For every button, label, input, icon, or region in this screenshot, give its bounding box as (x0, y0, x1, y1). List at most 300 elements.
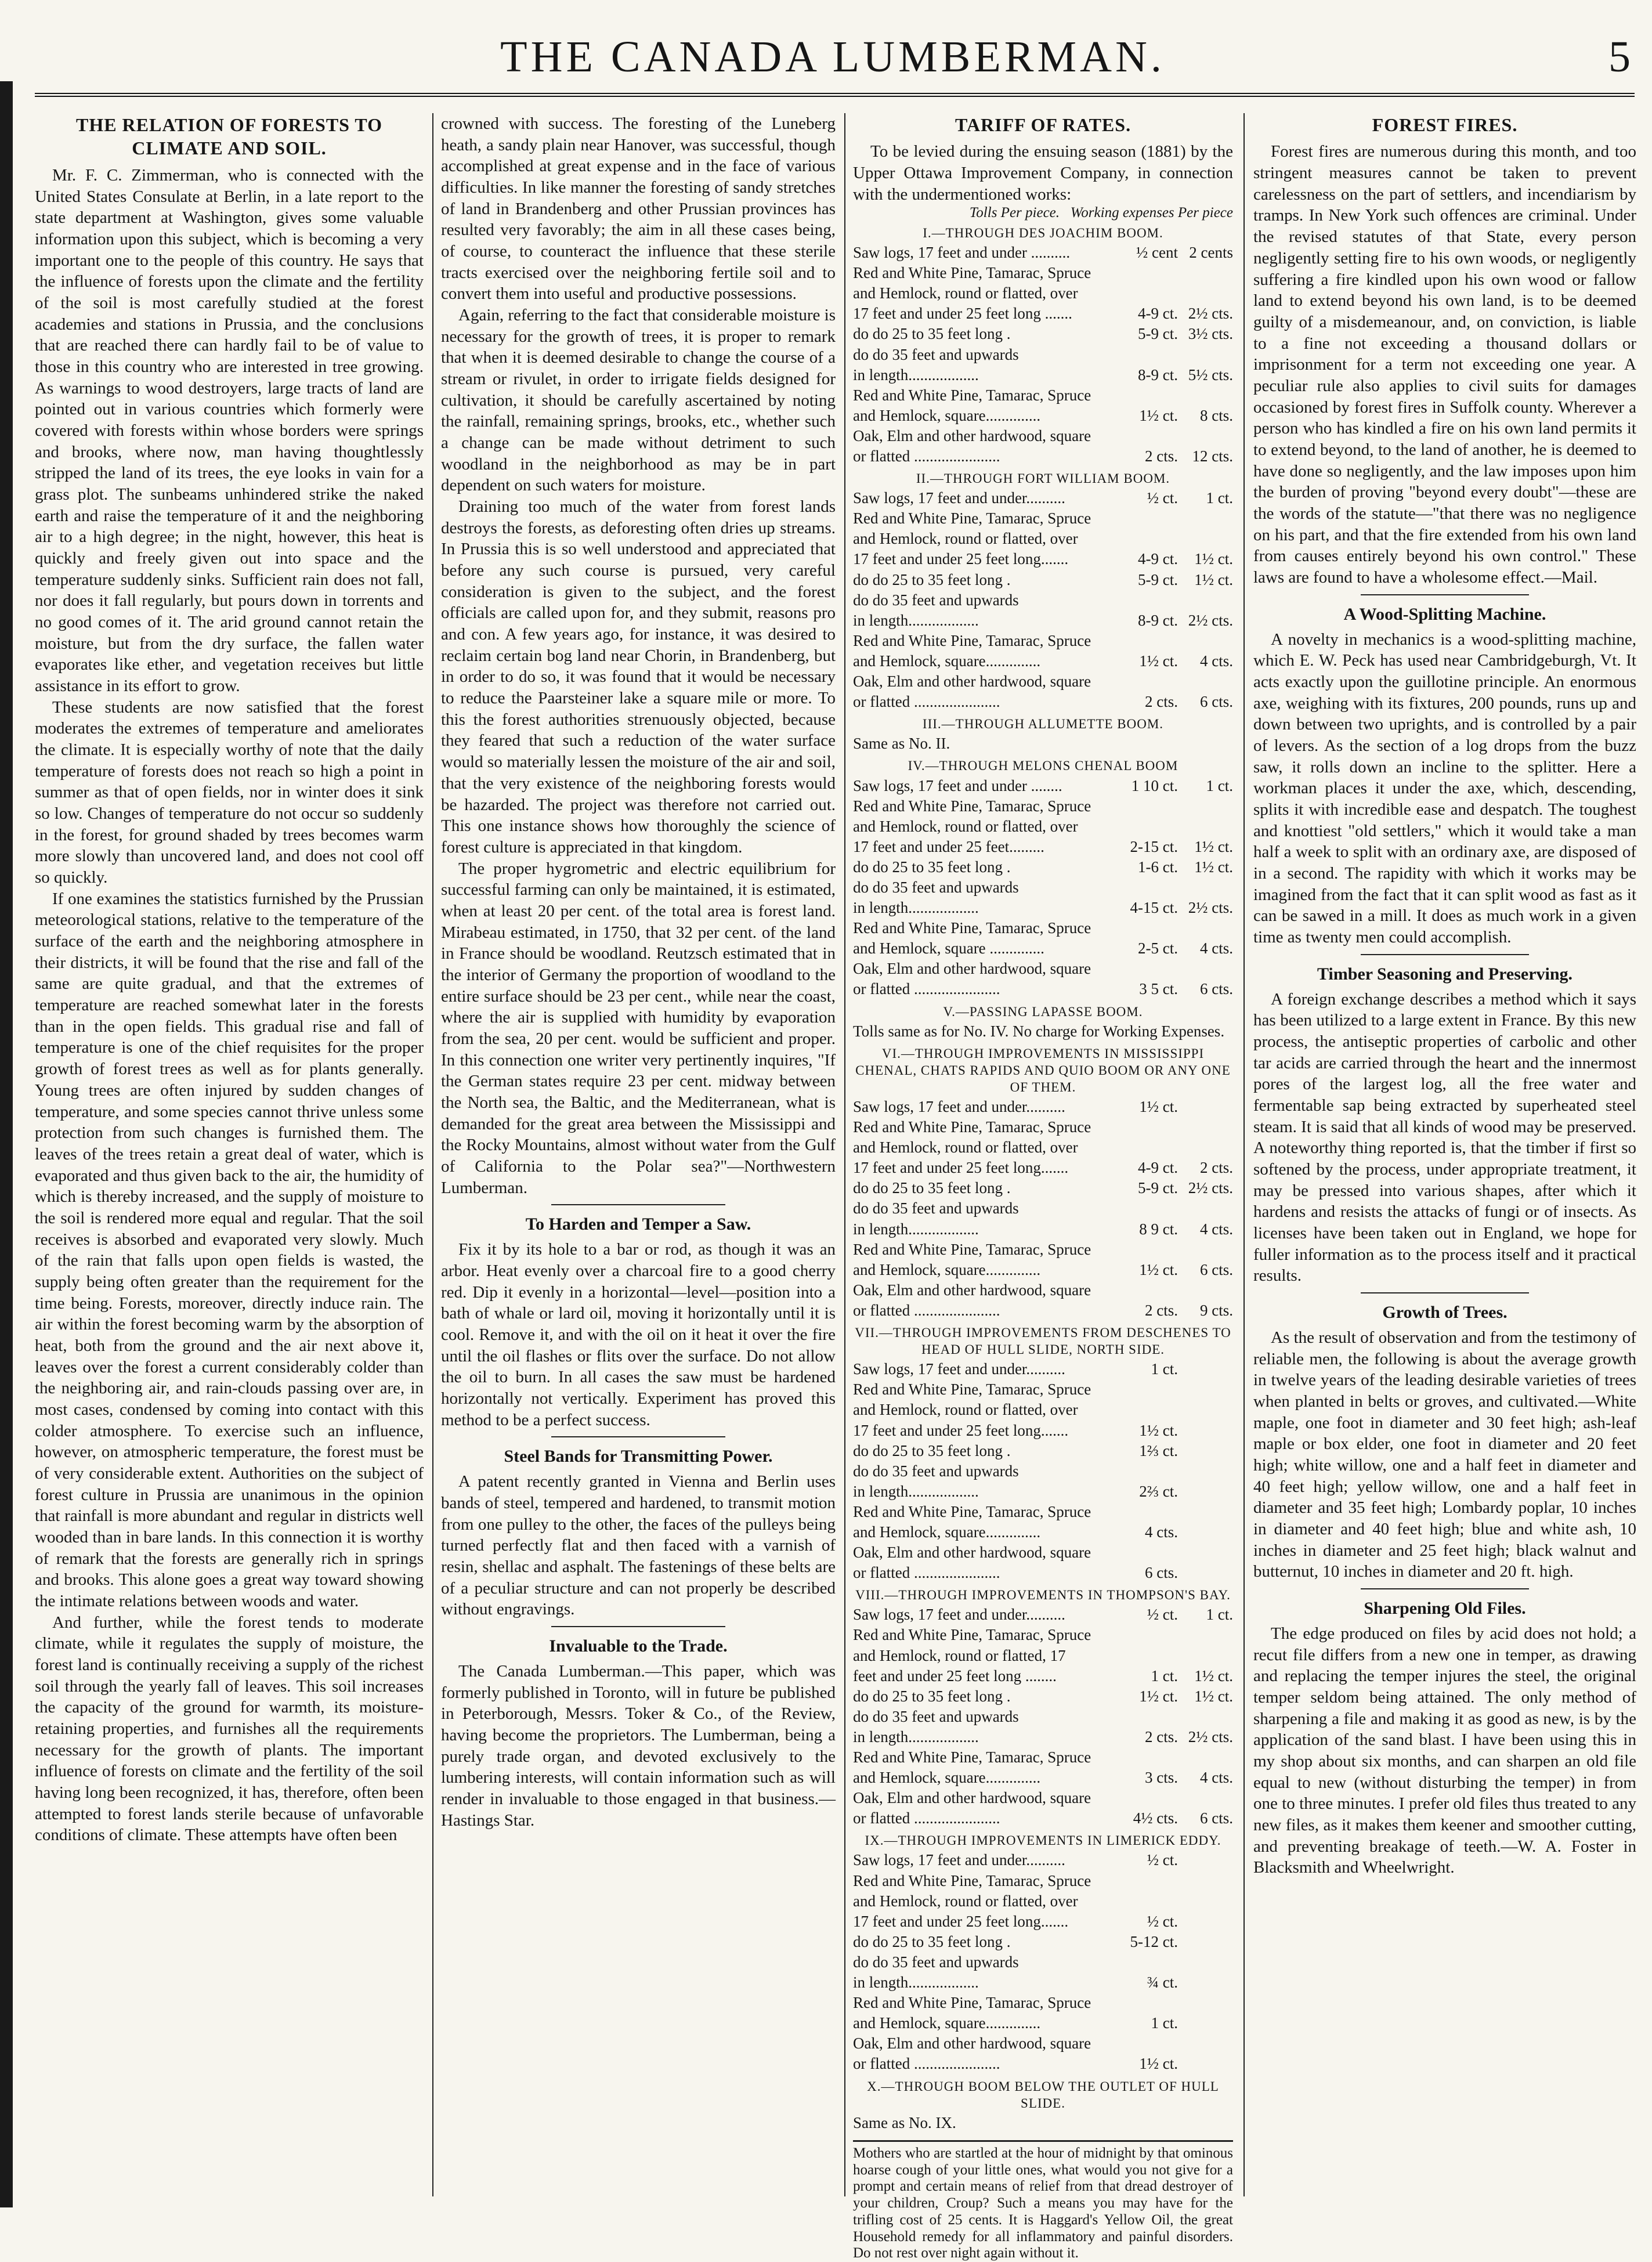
article-heading: Growth of Trees. (1382, 1302, 1508, 1322)
newspaper-title: THE CANADA LUMBERMAN. (500, 32, 1165, 81)
tariff-working-expense (1178, 1400, 1233, 1420)
paragraph: crowned with success. The foresting of the Luneberg heath, a sandy plain near Hanover, was successful, though accomplished at great expense and in the face of various difficulties. In like manner the foresting of sandy stretches of land in Brandenberg and other Prussian provinces has resulted very favorably; the aim in all these cases being, of course, to counteract the influence that these sterile tracts exercised over the neighboring fertile soil and to convert them into useful and productive possessions. (441, 114, 836, 303)
tariff-working-expense: 6 cts. (1200, 980, 1233, 998)
tariff-description: or flatted ...................... (853, 447, 1000, 465)
tariff-description: and Hemlock, square .............. (853, 940, 1044, 957)
paragraph: The Canada Lumberman.—This paper, which was formerly published in Toronto, will in future be published in Peterborough, Messrs. Toker & Co., of the Review, having become the proprietors. The Lumberman, being a purely trade organ, and devoted exclusively to the lumbering interests, will contain information such as will render in invaluable to those engaged in that business.—Hastings Star. (441, 1661, 836, 1830)
tariff-working-expense (1178, 1461, 1233, 1481)
tariff-row (853, 2033, 1233, 2054)
tariff-working-expense: 12 cts. (1192, 447, 1233, 465)
tariff-working-expense: 4 cts. (1200, 940, 1233, 957)
tariff-toll: 2 cts. (1145, 447, 1178, 465)
tariff-toll: 2-5 ct. (1138, 940, 1178, 957)
tariff-description: in length.................. (853, 366, 979, 384)
tariff-working-expense: 1½ ct. (1194, 1667, 1233, 1685)
tariff-row (853, 816, 1233, 837)
advertisement: Mothers who are startled at the hour of midnight by that ominous hoarse cough of your little ones, what would you not give for a prompt and certain means of relief from that dread destroyer of your children, Croup? Such a means you may have for the trifling cost of 25 cents. It is Haggard's Yellow Oil, the great Household remedy for all inflammatory and painful disorders. Do not rest over night again without it. (853, 2140, 1233, 2262)
tariff-working-expense (1178, 631, 1233, 651)
masthead-rule (35, 93, 1635, 97)
tariff-toll (1114, 959, 1178, 979)
column-rule (844, 113, 845, 2196)
tariff-toll (1114, 1788, 1178, 1808)
tariff-description: Red and White Pine, Tamarac, Spruce (853, 797, 1091, 815)
tariff-description: Red and White Pine, Tamarac, Spruce (853, 1118, 1091, 1136)
tariff-working-expense (1178, 283, 1233, 303)
tariff-row (853, 2113, 1233, 2133)
tariff-section-title: III.—THROUGH ALLUMETTE BOOM. (922, 717, 1164, 732)
tariff-description: and Hemlock, round or flatted, over (853, 1139, 1078, 1157)
tariff-working-expense (1178, 2054, 1233, 2074)
tariff-row (853, 671, 1233, 692)
article-heading: To Harden and Temper a Saw. (525, 1215, 751, 1234)
tariff-description: Same as No. II. (853, 735, 950, 753)
tariff-toll (1114, 1198, 1178, 1219)
tariff-row (853, 1441, 1233, 1461)
tariff-toll (1114, 1379, 1178, 1400)
tariff-row (853, 1727, 1233, 1747)
tariff-row (853, 529, 1233, 549)
tariff-description: and Hemlock, round or flatted, 17 (853, 1646, 1066, 1664)
tariff-row (853, 406, 1233, 426)
tariff-row (853, 776, 1233, 796)
tariff-toll: 5-9 ct. (1138, 1179, 1178, 1197)
tariff-row (853, 2013, 1233, 2033)
tariff-row (853, 837, 1233, 857)
tariff-toll (1114, 2113, 1178, 2133)
tariff-row (853, 1260, 1233, 1280)
tariff-toll: 1½ ct. (1139, 652, 1178, 670)
tariff-working-expense: 2½ cts. (1188, 899, 1233, 917)
tariff-working-expense (1178, 1747, 1233, 1768)
tariff-description: Red and White Pine, Tamarac, Spruce (853, 264, 1091, 282)
tariff-working-expense: 8 cts. (1200, 406, 1233, 424)
tariff-row (853, 1952, 1233, 1972)
tariff-description: Oak, Elm and other hardwood, square (853, 2035, 1091, 2053)
tariff-working-expense (1229, 1021, 1233, 1042)
tariff-toll: 1 10 ct. (1131, 776, 1178, 794)
tariff-toll: 1 ct. (1151, 2014, 1178, 2032)
tariff-working-expense (1178, 1563, 1233, 1583)
tariff-row (853, 1502, 1233, 1522)
tariff-row (853, 1788, 1233, 1808)
tariff-working-expense (1178, 1646, 1233, 1666)
tariff-description: in length.................. (853, 1482, 979, 1500)
tariff-working-expense (1178, 1280, 1233, 1300)
column-rule (432, 113, 433, 2196)
tariff-row (853, 385, 1233, 406)
tariff-section-title: V.—PASSING LAPASSE BOOM. (943, 1004, 1143, 1019)
tariff-row (853, 488, 1233, 508)
tariff-description: do do 35 feet and upwards (853, 1953, 1019, 1971)
tariff-description: Red and White Pine, Tamarac, Spruce (853, 631, 1091, 649)
tariff-row (853, 651, 1233, 671)
tariff-toll (1114, 733, 1178, 754)
tariff-toll: 4½ cts. (1133, 1809, 1178, 1827)
divider (1361, 594, 1529, 595)
article-heading: Steel Bands for Transmitting Power. (504, 1447, 773, 1466)
tariff-row (853, 898, 1233, 918)
tariff-toll (1114, 590, 1178, 610)
tariff-working-expense (1178, 1850, 1233, 1870)
tariff-toll (1114, 1400, 1178, 1420)
tariff-working-expense (1178, 529, 1233, 549)
tariff-row (853, 1666, 1233, 1686)
tariff-description: Red and White Pine, Tamarac, Spruce (853, 1381, 1091, 1399)
tariff-working-expense (1178, 877, 1233, 898)
tariff-toll: ½ ct. (1147, 1606, 1178, 1624)
tariff-working-expense (1178, 1522, 1233, 1542)
column-rule (1243, 113, 1245, 2196)
tariff-row (853, 1522, 1233, 1542)
tariff-working-expense: 1½ ct. (1194, 858, 1233, 876)
tariff-working-expense (1178, 1972, 1233, 1993)
tariff-working-expense: 4 cts. (1200, 652, 1233, 670)
tariff-row (853, 1280, 1233, 1300)
tariff-working-expense: 1½ ct. (1194, 550, 1233, 568)
tariff-row (853, 733, 1233, 754)
tariff-toll: 5-12 ct. (1130, 1932, 1178, 1950)
tariff-toll (1114, 1461, 1178, 1481)
tariff-description: Red and White Pine, Tamarac, Spruce (853, 1748, 1091, 1766)
tariff-row (853, 979, 1233, 999)
tariff-description: Red and White Pine, Tamarac, Spruce (853, 1994, 1091, 2012)
tariff-row (853, 1563, 1233, 1583)
tariff-toll (1114, 877, 1178, 898)
tariff-description: and Hemlock, square.............. (853, 2014, 1041, 2032)
tariff-row (853, 549, 1233, 569)
tariff-working-expense: 1½ ct. (1194, 837, 1233, 855)
tariff-toll: 6 cts. (1145, 1564, 1178, 1582)
tariff-description: do do 25 to 35 feet long . (853, 1441, 1011, 1459)
tariff-description: Same as No. IX. (853, 2113, 956, 2131)
tariff-row (853, 1932, 1233, 1952)
tariff-description: 17 feet and under 25 feet......... (853, 837, 1044, 855)
tariff-working-expense (1178, 1952, 1233, 1972)
tariff-section-title: II.—THROUGH FORT WILLIAM BOOM. (916, 471, 1170, 486)
tariff-table (853, 225, 1233, 2133)
paragraph: Fix it by its hole to a bar or rod, as though it was an arbor. Heat evenly over a charcoal fire to a good cherry red. Dip it evenly in a horizontal—level—position into a bath of whale or lard oil, moving it horizontally until it is cool. Remove it, and with the oil on it heat it over the fire until the oil flashes or flits over the surface. Do not allow the oil to burn. In all cases the saw must be hardened horizontally not vertically. Experiment has proved this method to be a perfect success. (441, 1240, 836, 1429)
tariff-description: Oak, Elm and other hardwood, square (853, 1789, 1091, 1807)
tariff-description: Saw logs, 17 feet and under.......... (853, 1851, 1065, 1869)
tariff-toll (1114, 1137, 1178, 1158)
tariff-section-title: IX.—THROUGH IMPROVEMENTS IN LIMERICK EDDY. (865, 1833, 1221, 1848)
tariff-row (853, 959, 1233, 979)
tariff-row (853, 345, 1233, 365)
divider (1361, 1292, 1529, 1293)
tariff-working-expense: 6 cts. (1200, 1809, 1233, 1827)
tariff-row (853, 1219, 1233, 1240)
tariff-toll (1224, 1021, 1229, 1042)
tariff-description: Red and White Pine, Tamarac, Spruce (853, 1240, 1091, 1258)
tariff-row (853, 1400, 1233, 1420)
tariff-description: Saw logs, 17 feet and under.......... (853, 1098, 1065, 1116)
tariff-toll: 3 cts. (1145, 1769, 1178, 1787)
divider (551, 1436, 725, 1437)
tariff-working-expense (1178, 918, 1233, 938)
paragraph: And further, while the forest tends to moderate climate, while it regulates the supply of moisture, the forest land is continually receiving a supply of the richest soil through the yearly fall of leaves. This soil increases the capacity of the ground for warmth, its moisture-retaining properties, and furnishes all the requirements necessary for the growth of plants. The important influence of forests on climate and the fertility of the soil having long been recognized, it has, therefore, often been attempted to forest lands sterile because of unfavorable conditions of climate. These attempts have often been (35, 1613, 424, 1845)
tariff-working-expense (1178, 1871, 1233, 1891)
article-heading: Invaluable to the Trade. (549, 1636, 728, 1656)
tariff-row (853, 1300, 1233, 1321)
tariff-description: Tolls same as for No. IV. No charge for Working Expenses. (853, 1022, 1225, 1040)
tariff-working-expense (1178, 1993, 1233, 2013)
tariff-working-expense: 9 cts. (1200, 1301, 1233, 1319)
column-1 (35, 113, 424, 2196)
tariff-toll (1114, 263, 1178, 283)
tariff-row (853, 631, 1233, 651)
tariff-working-expense: 1 ct. (1206, 489, 1233, 507)
tariff-working-expense (1178, 2033, 1233, 2054)
tariff-description: Saw logs, 17 feet and under.......... (853, 1606, 1065, 1624)
tariff-row (853, 1605, 1233, 1625)
tariff-row (853, 1808, 1233, 1829)
tariff-description: Red and White Pine, Tamarac, Spruce (853, 386, 1091, 404)
tariff-working-expense: 2½ cts. (1188, 1179, 1233, 1197)
tariff-description: and Hemlock, square.............. (853, 1769, 1041, 1787)
paragraph: Forest fires are numerous during this month, and too stringent measures cannot be taken to prevent carelessness on the part of settlers, and incendiarism by tramps. In New York such offences are criminal. Under the revised statutes of that State, every person negligently setting fire to his own woods, or negligently suffering a fire kindled upon his own wood or fallow land to extend beyond his own land, is to be deemed guilty of a misdemeanour, and, on conviction, is liable to a fine not exceeding a thousand dollars or imprisonment for a term not exceeding one year. A peculiar rule also applies to civil suits for damages occasioned by forest fires in Suffolk county. Wherever a person who has kindled a fire on his own land permits it to extend beyond, to the land of another, he is deemed to have done so negligently, and the law imposes upon him the burden of proving "beyond every doubt"—these are the words of the statute—"that there was no negligence on his part, and that the fire extended from his own land from causes entirely beyond his own control." These laws are found to have a wholesome effect.—Mail. (1253, 142, 1636, 587)
tariff-working-expense (1178, 959, 1233, 979)
tariff-working-expense: 2½ cts. (1188, 305, 1233, 323)
paragraph: As the result of observation and from the testimony of reliable men, the following is about the average growth in twelve years of the leading desirable varieties of trees when planted in belts or groves, and cultivated.—White maple, one foot in diameter and 30 feet high; ash-leaf maple or box elder, one foot in diameter and 20 feet high; white willow, one and a half feet in diameter and 40 feet high; yellow willow, one and a half feet in diameter and 35 feet high; Lombardy poplar, 10 inches in diameter and 40 feet high; blue and white ash, 10 inches in diameter and 25 feet high; black walnut and butternut, 10 inches in diameter and 20 ft. high. (1253, 1328, 1636, 1581)
tariff-toll: 2 cts. (1145, 1301, 1178, 1319)
tariff-working-expense (1178, 385, 1233, 406)
tariff-row (853, 1542, 1233, 1563)
tariff-row (853, 570, 1233, 590)
tariff-row (853, 1891, 1233, 1912)
tariff-row (853, 918, 1233, 938)
tariff-toll: 1½ ct. (1139, 1421, 1178, 1439)
tariff-toll (1114, 1993, 1178, 2013)
tariff-row (853, 1359, 1233, 1379)
tariff-description: Oak, Elm and other hardwood, square (853, 427, 1091, 445)
tariff-working-expense (1178, 1707, 1233, 1727)
article-heading: Sharpening Old Files. (1364, 1598, 1526, 1618)
tariff-working-expense: 1 ct. (1206, 776, 1233, 794)
paragraph: Again, referring to the fact that considerable moisture is necessary for the growth of trees, it is proper to remark that when it is deemed desirable to change the course of a stream or rivulet, in order to irrigate fields designed for cultivation, it should be carefully ascertained by noting the rainfall, remaining springs, brooks, etc., whether such a change can be made without detriment to such woodland in the neighborhood as may be in part dependent on such waters for moisture. (441, 306, 836, 495)
article-heading: TARIFF OF RATES. (955, 114, 1132, 135)
tariff-toll (1114, 1502, 1178, 1522)
tariff-working-expense (1178, 1891, 1233, 1912)
tariff-description: or flatted ...................... (853, 693, 1000, 711)
tariff-description: Saw logs, 17 feet and under.......... (853, 489, 1065, 507)
tariff-description: Red and White Pine, Tamarac, Spruce (853, 1626, 1091, 1644)
tariff-toll: ½ ct. (1147, 1912, 1178, 1930)
tariff-section-title: VIII.—THROUGH IMPROVEMENTS IN THOMPSON'S BAY. (855, 1588, 1231, 1603)
tariff-working-expense (1178, 263, 1233, 283)
tariff-description: feet and under 25 feet long ........ (853, 1667, 1057, 1685)
paragraph: The edge produced on files by acid does not hold; a recut file differs from a new one in temper, as drawing and replacing the temper injures the steel, the original temper seldom being attained. The only method of sharpening a file and making it as good as new, is by the application of the sand blast. I have been using this in my shop about six months, and can sharpen an old file equal to new (without disturbing the temper) in from one to three minutes. I prefer old files thus treated to any new files, as it makes them keener and smoother cutting, and preventing breakage of teeth.—W. A. Foster in Blacksmith and Wheelwright. (1253, 1624, 1636, 1877)
tariff-row (853, 1178, 1233, 1198)
tariff-working-expense (1178, 426, 1233, 446)
tolls-header: Tolls Per piece. (969, 205, 1060, 221)
tariff-toll (1114, 1240, 1178, 1260)
tariff-section-title: IV.—THROUGH MELONS CHENAL BOOM (908, 758, 1179, 774)
page-number: 5 (1608, 32, 1631, 81)
tariff-row (853, 446, 1233, 467)
tariff-row (853, 1097, 1233, 1117)
column-3 (853, 113, 1233, 2261)
tariff-intro: To be levied during the ensuing season (1881) by the Upper Ottawa Improvement Company, in connection with the undermentioned works: (853, 142, 1233, 204)
tariff-working-expense: 1½ ct. (1194, 570, 1233, 588)
tariff-working-expense: 5½ cts. (1188, 366, 1233, 384)
tariff-toll: 1 ct. (1151, 1360, 1178, 1378)
tariff-row (853, 324, 1233, 344)
tariff-description: in length.................. (853, 1728, 979, 1746)
tariff-section-title: I.—THROUGH DES JOACHIM BOOM. (923, 225, 1163, 240)
tariff-row (853, 590, 1233, 610)
tariff-section-title: X.—THROUGH BOOM BELOW THE OUTLET OF HULL SLIDE. (867, 2079, 1219, 2111)
tariff-toll: 1½ ct. (1139, 1098, 1178, 1116)
tariff-toll: 1-6 ct. (1138, 858, 1178, 876)
tariff-toll (1114, 2033, 1178, 2054)
tariff-working-expense (1178, 1137, 1233, 1158)
tariff-description: do do 25 to 35 feet long . (853, 325, 1011, 343)
tariff-description: do do 35 feet and upwards (853, 345, 1019, 363)
tariff-working-expense (1178, 1198, 1233, 1219)
tariff-toll (1114, 796, 1178, 816)
tariff-toll (1114, 1891, 1178, 1912)
tariff-working-expense (1178, 1912, 1233, 1932)
paragraph: A patent recently granted in Vienna and Berlin uses bands of steel, tempered and hardened, to transmit motion from one pulley to the other, the faces of the pulleys being turned perfectly flat and then faced with a varnish of resin, shellac and asphalt. The fastenings of these belts are of a peculiar structure and can not properly be described without engravings. (441, 1472, 836, 1619)
tariff-description: Oak, Elm and other hardwood, square (853, 960, 1091, 978)
tariff-toll: 2-15 ct. (1130, 837, 1178, 855)
tariff-toll: 2 cts. (1145, 1728, 1178, 1746)
tariff-row (853, 508, 1233, 529)
tariff-toll: ½ ct. (1147, 489, 1178, 507)
tariff-row (853, 1972, 1233, 1993)
tariff-description: and Hemlock, round or flatted, over (853, 1892, 1078, 1910)
tariff-toll: 5-9 ct. (1138, 325, 1178, 343)
tariff-description: or flatted ...................... (853, 2055, 1000, 2073)
tariff-description: and Hemlock, square.............. (853, 1260, 1041, 1278)
tariff-row (853, 243, 1233, 263)
tariff-description: in length.................. (853, 611, 979, 629)
tariff-working-expense: 2 cents (1189, 244, 1233, 262)
article-heading: A Wood-Splitting Machine. (1343, 604, 1546, 624)
tariff-description: do do 35 feet and upwards (853, 1199, 1019, 1217)
tariff-toll: 2⅔ ct. (1139, 1482, 1178, 1500)
tariff-working-expense: 6 cts. (1200, 693, 1233, 711)
tariff-working-expense (1178, 733, 1233, 754)
tariff-description: do do 25 to 35 feet long . (853, 1687, 1011, 1705)
tariff-description: in length.................. (853, 1220, 979, 1238)
tariff-toll: 1½ ct. (1139, 1260, 1178, 1278)
tariff-row (853, 938, 1233, 959)
tariff-row (853, 1993, 1233, 2013)
tariff-toll (1114, 385, 1178, 406)
tariff-row (853, 610, 1233, 631)
tariff-row (853, 263, 1233, 283)
divider (551, 1626, 725, 1627)
tariff-row (853, 1117, 1233, 1137)
tariff-row (853, 877, 1233, 898)
tariff-toll (1114, 1646, 1178, 1666)
tariff-description: Saw logs, 17 feet and under .......... (853, 244, 1071, 262)
tariff-working-expense (1178, 1932, 1233, 1952)
tariff-description: Red and White Pine, Tamarac, Spruce (853, 919, 1091, 937)
paragraph: Draining too much of the water from forest lands destroys the forests, as deforesting often dries up streams. In Prussia this is so well understood and appreciated that before any such course is pursued, very careful consideration is given to the subject, and the forest officials are called upon for, and they submit, reasons pro and con. A few years ago, for instance, it was desired to reclaim certain bog land near Chorin, in Brandenberg, but in order to do so, it was found that it would be necessary to reduce the Paarsteiner lake a square mile or more. To this the forest authorities strenuously objected, because they feared that such a reduction of the water surface would so materially lessen the moisture of the air and soil, that the very existence of the neighboring forests would be hazarded. The project was therefore not carried out. This one instance shows how thoroughly the science of forest culture is appreciated in that kingdom. (441, 497, 836, 857)
tariff-description: do do 35 feet and upwards (853, 878, 1019, 896)
divider (1361, 1588, 1529, 1589)
paragraph: A novelty in mechanics is a wood-splitting machine, which E. W. Peck has used near Cambridgeburgh, Vt. It acts exactly upon the guillotine principle. An enormous axe, weighing with its fixtures, 200 pounds, runs up and down between two uprights, and is controlled by a pair of levers. As the section of a log drops from the buzz saw, it rolls down an incline to the splitter. Here a workman places it under the axe, which, descending, splits it with incredible ease and despatch. The toughest and knottiest "old settlers," which it would take a man half a week to split with an ordinary axe, are disposed of in a second. The rapidity with which it works may be imagined from the fact that it can split wood as fast as it can be sawed in a mill. It does as much work in a given time as twenty men could accomplish. (1253, 630, 1636, 946)
tariff-description: do do 25 to 35 feet long . (853, 858, 1011, 876)
tariff-row (853, 283, 1233, 303)
tariff-description: and Hemlock, round or flatted, over (853, 1401, 1078, 1419)
tariff-row (853, 1481, 1233, 1502)
tariff-row (853, 1747, 1233, 1768)
tariff-toll: ¾ ct. (1147, 1974, 1178, 1992)
tariff-row (853, 1850, 1233, 1870)
tariff-toll (1114, 1952, 1178, 1972)
tariff-row (853, 1240, 1233, 1260)
tariff-working-expense (1178, 1625, 1233, 1645)
divider (551, 1204, 725, 1205)
tariff-toll (1114, 1542, 1178, 1563)
tariff-row (853, 1871, 1233, 1891)
tariff-description: or flatted ...................... (853, 980, 1000, 998)
tariff-toll (1114, 508, 1178, 529)
tariff-toll: ½ ct. (1147, 1851, 1178, 1869)
tariff-description: and Hemlock, round or flatted, over (853, 817, 1078, 835)
tariff-description: or flatted ...................... (853, 1301, 1000, 1319)
tariff-working-expense: 4 cts. (1200, 1769, 1233, 1787)
tariff-toll: 1 ct. (1151, 1667, 1178, 1685)
tariff-description: Oak, Elm and other hardwood, square (853, 673, 1091, 691)
column-2 (441, 113, 836, 2196)
tariff-working-expense (1178, 796, 1233, 816)
tariff-description: or flatted ...................... (853, 1809, 1000, 1827)
tariff-row (853, 1021, 1233, 1042)
tariff-toll (1114, 816, 1178, 837)
tariff-section-title: VI.—THROUGH IMPROVEMENTS IN MISSISSIPPI CHENAL, CHATS RAPIDS AND QUIO BOOM OR ANY ONE OF THEM. (855, 1046, 1231, 1094)
tariff-toll: 2 cts. (1145, 693, 1178, 711)
tariff-toll (1114, 1280, 1178, 1300)
tariff-toll: 1½ ct. (1139, 2055, 1178, 2073)
tariff-description: in length.................. (853, 899, 979, 917)
tariff-row (853, 365, 1233, 385)
tariff-description: do do 25 to 35 feet long . (853, 1932, 1011, 1950)
tariff-toll: ½ cent (1136, 244, 1178, 262)
tariff-working-expense (1178, 345, 1233, 365)
tariff-description: Saw logs, 17 feet and under ........ (853, 776, 1062, 794)
tariff-toll (1114, 283, 1178, 303)
tariff-working-expense (1178, 1542, 1233, 1563)
paragraph: A foreign exchange describes a method which it says has been utilized to a large extent in France. By this new process, the antiseptic properties of carbolic and other tar acids are carried through the heart and the innermost pores of the largest log, all the free water and fermentable sap being extracted by superheated steel steam. It is said that all kinds of wood may be preserved. A noteworthy thing reported is, that the timber if first so softened by the process, under appropriate treatment, it may be pressed into various shapes, after which it hardens and resists the attacks of fungi or of insects. As licenses have been taken out in England, we hope for fuller information as to the process itself and it practical results. (1253, 989, 1636, 1285)
paragraph: Mr. F. C. Zimmerman, who is connected with the United States Consulate at Berlin, in a late report to the state department at Washington, gives some valuable information upon this subject, which is becoming a very important one to the people of this country. He says that the influence of forests upon the climate and the fertility of the soil is most carefully studied at the forest academies and stations in Prussia, and the conclusions that are reached there can hardly fail to be of value to those in this country who are interested in tree growing. As warnings to wood destroyers, large tracts of land are pointed out in various countries which formerly were covered with forests within whose borders were springs and brooks, where now, man having thoughtlessly stripped the land of its trees, the eye looks in vain for a grass plot. The sunbeams unhindered strike the naked earth and raise the temperature of it and the neighboring air to a high degree; in the night, however, this heat is quickly and freely given out into space and the temperature suddenly sinks. Sufficient rain does not fall, nor does it fall regularly, but pours down in torrents and no good comes of it. The arid ground cannot retain the moisture, but from the dry surface, the fallen water evaporates like ether, and vegetation receives but little assistance in its effort to grow. (35, 165, 424, 696)
tariff-working-expense (1178, 590, 1233, 610)
tariff-description: do do 35 feet and upwards (853, 591, 1019, 609)
tariff-description: Red and White Pine, Tamarac, Spruce (853, 1871, 1091, 1889)
tariff-toll (1114, 918, 1178, 938)
tariff-working-expense (1178, 1379, 1233, 1400)
masthead (23, 32, 1642, 96)
tariff-working-expense: 1 ct. (1206, 1606, 1233, 1624)
tariff-description: and Hemlock, round or flatted, over (853, 284, 1078, 302)
tariff-description: do do 25 to 35 feet long . (853, 570, 1011, 588)
tariff-row (853, 303, 1233, 324)
tariff-row (853, 1158, 1233, 1178)
tariff-toll: 1⅔ ct. (1139, 1441, 1178, 1459)
tariff-working-expense (1178, 1481, 1233, 1502)
article-heading: FOREST FIRES. (1372, 114, 1518, 135)
scan-edge (0, 81, 13, 2207)
tariff-toll (1114, 1117, 1178, 1137)
tariff-toll: 8-9 ct. (1138, 611, 1178, 629)
tariff-description: and Hemlock, square.............. (853, 652, 1041, 670)
tariff-working-expense: 2½ cts. (1188, 611, 1233, 629)
column-4 (1253, 113, 1636, 2196)
tariff-row (853, 1646, 1233, 1666)
